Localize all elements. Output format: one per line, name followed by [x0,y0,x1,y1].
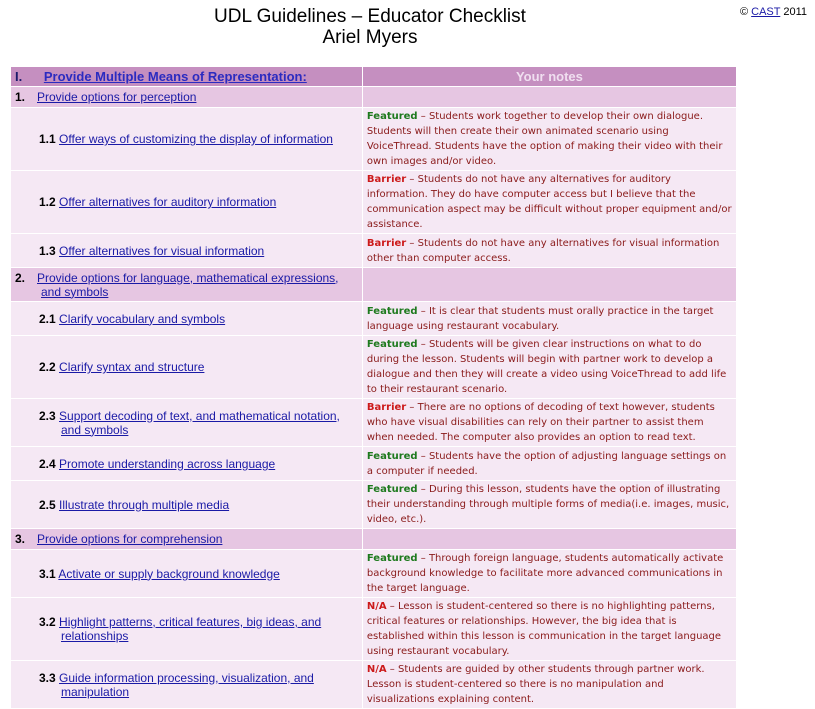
checkpoint-row [11,550,736,598]
section-notes-cell [362,529,736,550]
checkpoint-number: 1.1 [39,132,56,146]
checkpoint-cell [11,336,362,399]
note-cell: N/A – Lesson is student-centered so there is no highlighting patterns, critical features or relationships. However, the big idea that is established within this lesson is communication in the target language using restaurant vocabulary. [362,598,736,661]
checkpoint-row [11,661,736,709]
checkpoint-cell [11,598,362,661]
note-text: Students do not have any alternatives for auditory information. They do have computer access but I believe that the communication aspect may be difficult without proper equipment and/or assistance. [366,174,732,230]
checkpoint-link[interactable]: Highlight patterns, critical features, big ideas, and relationships [59,615,322,643]
checkpoint-row [11,447,736,481]
checkpoint-row [11,399,736,447]
note-text: Students will be given clear instructions on what to do during the lesson. Students will begin with partner work to develop a dialogue and then they will create a video using VoiceThread to add life to their restaurant scenario. [366,339,727,395]
note-text: Students work together to develop their own dialogue. Students will then create their own animated scenario using VoiceThread. Students have the option of making their video with their own images and/or video. [366,111,723,167]
notes-header: Your notes [362,67,736,87]
checkpoint-link[interactable]: Promote understanding across language [59,456,276,471]
section-number: 3. [15,532,26,546]
checkpoint-link[interactable]: Offer alternatives for auditory information [59,195,277,209]
checkpoint-cell [11,234,362,268]
section-notes-cell [362,268,736,302]
note-cell: Barrier – Students do not have any alternatives for auditory information. They do have computer access but I believe that the communication aspect may be difficult without proper equipment and/or assistance. [362,171,736,234]
copyright-year: 2011 [783,6,807,18]
checkpoint-link[interactable]: Activate or supply background knowledge [58,566,280,581]
principle-cell [11,67,362,87]
note-cell: Barrier – There are no options of decoding of text however, students who have visual disabilities can rely on their partner to assist them when needed. The computer also provides an option to read text. [362,399,736,447]
section-row-2 [11,268,736,302]
checkpoint-row [11,302,736,336]
note-cell: Featured – It is clear that students must orally practice in the target language using restaurant vocabulary. [362,302,736,336]
principle-numeral: I. [15,69,23,84]
checkpoint-number: 1.3 [39,243,56,258]
cast-link[interactable]: CAST [751,6,781,18]
checkpoint-cell [11,661,362,709]
note-cell: Featured – Through foreign language, students automatically activate background knowledge to facilitate more advanced communications in the target language. [362,550,736,598]
checkpoint-number: 2.2 [39,360,56,374]
checkpoint-number: 1.2 [39,195,56,209]
checkpoint-row [11,234,736,268]
checkpoint-number: 2.1 [39,311,56,326]
note-text: Lesson is student-centered so there is no highlighting patterns, critical features or relationships. However, the big idea that is established within this lesson is communication in the target language using restaurant vocabulary. [366,601,722,657]
note-tag: Featured [366,450,418,462]
checkpoint-link[interactable]: Support decoding of text, and mathematical notation, and symbols [59,408,340,437]
checkpoint-row [11,171,736,234]
note-text: During this lesson, students have the option of illustrating their understanding through multiple forms of media(i.e. images, music, video, etc.). [366,484,730,525]
copyright-notice [740,6,807,18]
checkpoint-number: 2.3 [39,408,56,423]
note-text: It is clear that students must orally practice in the target language using restaurant vocabulary. [366,305,714,332]
checkpoint-cell [11,302,362,336]
checkpoint-cell [11,481,362,529]
checkpoint-cell [11,171,362,234]
section-cell [11,87,362,108]
note-tag: Barrier [366,402,407,413]
checkpoint-row [11,481,736,529]
document-title-block [0,6,740,48]
checkpoint-link[interactable]: Guide information processing, visualization, and manipulation [59,670,314,699]
section-number: 2. [15,270,26,285]
note-text: Students do not have any alternatives for visual information other than computer access. [366,237,720,264]
section-notes-cell [362,87,736,108]
checkpoint-number: 2.4 [39,456,56,471]
section-cell [11,529,362,550]
note-tag: Featured [366,111,418,122]
checkpoint-link[interactable]: Illustrate through multiple media [59,497,230,512]
note-tag: N/A [366,601,387,612]
principle-link[interactable]: Provide Multiple Means of Representation: [43,69,307,84]
note-tag: Barrier [366,174,407,185]
note-text: Students are guided by other students through partner work. Lesson is student-centered so there is no manipulation and visualizations explaining content. [366,664,705,705]
section-link-language[interactable]: Provide options for language, mathematical expressions, and symbols [37,270,339,299]
section-row-3 [11,529,736,550]
note-cell: Featured – Students will be given clear instructions on what to do during the lesson. Students will begin with partner work to develop a dialogue and then they will create a video using VoiceThread to add life to their restaurant scenario. [362,336,736,399]
checkpoint-link[interactable]: Offer ways of customizing the display of information [59,132,333,146]
section-number: 1. [15,90,26,104]
note-text: Through foreign language, students automatically activate background knowledge to facilitate more advanced communications in the target language. [366,553,724,594]
note-cell: Featured – Students work together to develop their own dialogue. Students will then create their own animated scenario using VoiceThread. Students have the option of making their video with their own images and/or video. [362,108,736,171]
copyright-symbol: © [739,6,749,18]
note-text: Students have the option of adjusting language settings on a computer if needed. [366,450,727,477]
checklist-table [11,67,736,709]
section-link-comprehension[interactable]: Provide options for comprehension [37,532,223,546]
section-link-perception[interactable]: Provide options for perception [37,90,197,104]
section-row-1 [11,87,736,108]
author-name: Ariel Myers [322,27,418,48]
note-tag: Featured [366,553,418,564]
checkpoint-number: 3.2 [39,615,56,629]
checkpoint-number: 3.1 [39,566,56,581]
document-title: UDL Guidelines – Educator Checklist [214,6,526,27]
note-text: There are no options of decoding of text however, students who have visual disabilities can rely on their partner to assist them when needed. The computer also provides an option to read text. [366,402,715,443]
principle-header-row [11,67,736,87]
checkpoint-cell [11,108,362,171]
checkpoint-cell [11,399,362,447]
note-tag: Barrier [366,237,407,249]
note-cell: Featured – Students have the option of adjusting language settings on a computer if needed. [362,447,736,481]
checkpoint-number: 2.5 [39,497,56,512]
checkpoint-cell [11,550,362,598]
checkpoint-link[interactable]: Clarify vocabulary and symbols [59,311,226,326]
checkpoint-row [11,108,736,171]
note-cell: N/A – Students are guided by other students through partner work. Lesson is student-centered so there is no manipulation and visualizations explaining content. [362,661,736,709]
note-tag: Featured [366,484,418,495]
checkpoint-link[interactable]: Clarify syntax and structure [59,360,205,374]
checkpoint-cell [11,447,362,481]
checkpoint-row [11,336,736,399]
note-tag: Featured [366,305,418,317]
note-cell: Barrier – Students do not have any alternatives for visual information other than computer access. [362,234,736,268]
section-cell [11,268,362,302]
checkpoint-row [11,598,736,661]
note-tag: N/A [366,664,387,675]
checkpoint-link[interactable]: Offer alternatives for visual information [59,243,265,258]
checkpoint-number: 3.3 [39,670,56,685]
note-cell: Featured – During this lesson, students have the option of illustrating their understanding through multiple forms of media(i.e. images, music, video, etc.). [362,481,736,529]
note-tag: Featured [366,339,418,350]
